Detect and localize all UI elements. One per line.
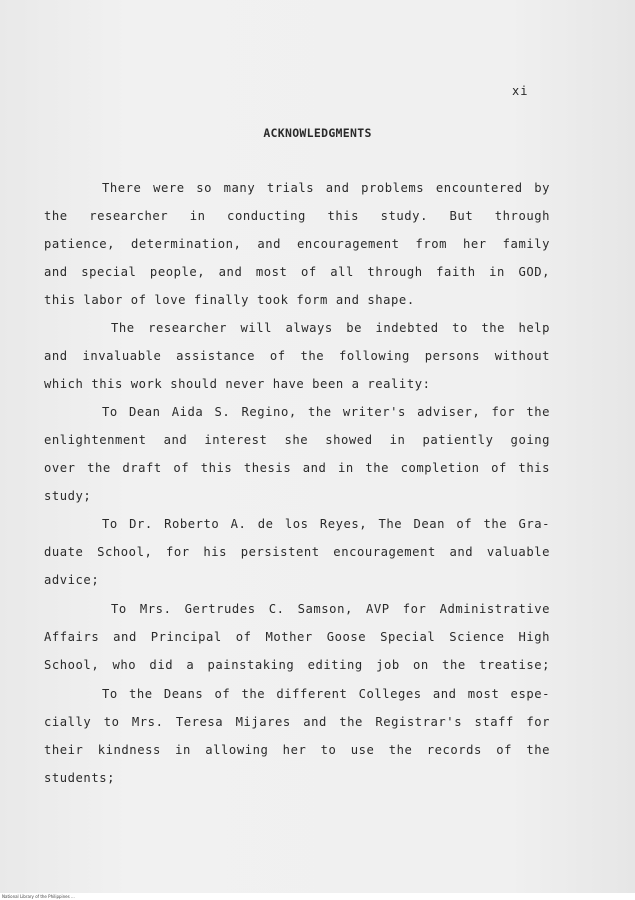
paragraph-line: To Dr. Roberto A. de los Reyes, The Dean of the Gra- — [102, 517, 550, 531]
scan-footer: National Library of the Philippines ... — [0, 893, 635, 900]
paragraph-line: The researcher will always be indebted to the help — [111, 321, 550, 335]
paragraph-line: To the Deans of the different Colleges and most espe- — [102, 687, 550, 701]
paragraph-line: students; — [44, 771, 115, 785]
paragraph-line: and special people, and most of all through faith in GOD, — [44, 265, 550, 279]
paragraph-line: advice; — [44, 573, 100, 587]
paragraph-line: patience, determination, and encouragement from her family — [44, 237, 550, 251]
paragraph-line: which this work should never have been a reality: — [44, 377, 431, 391]
paragraph-line: their kindness in allowing her to use the records of the — [44, 743, 550, 757]
paragraph-line: duate School, for his persistent encouragement and valuable — [44, 545, 550, 559]
paragraph-line: this labor of love finally took form and shape. — [44, 293, 415, 307]
paragraph-line: To Dean Aida S. Regino, the writer's adviser, for the — [102, 405, 550, 419]
page-title: ACKNOWLEDGMENTS — [263, 126, 372, 140]
paragraph-line: study; — [44, 489, 92, 503]
paragraph-line: To Mrs. Gertrudes C. Samson, AVP for Administrative — [111, 602, 550, 616]
paragraph-line: the researcher in conducting this study. But through — [44, 209, 550, 223]
paragraph-line: School, who did a painstaking editing job on the treatise; — [44, 658, 550, 672]
paragraph-line: over the draft of this thesis and in the completion of this — [44, 461, 550, 475]
paragraph-line: There were so many trials and problems encountered by — [102, 181, 550, 195]
paragraph-line: and invaluable assistance of the following persons without — [44, 349, 550, 363]
paragraph-line: cially to Mrs. Teresa Mijares and the Registrar's staff for — [44, 715, 550, 729]
paragraph-line: enlightenment and interest she showed in patiently going — [44, 433, 550, 447]
paragraph-line: Affairs and Principal of Mother Goose Special Science High — [44, 630, 550, 644]
page-number: xi — [512, 84, 529, 98]
